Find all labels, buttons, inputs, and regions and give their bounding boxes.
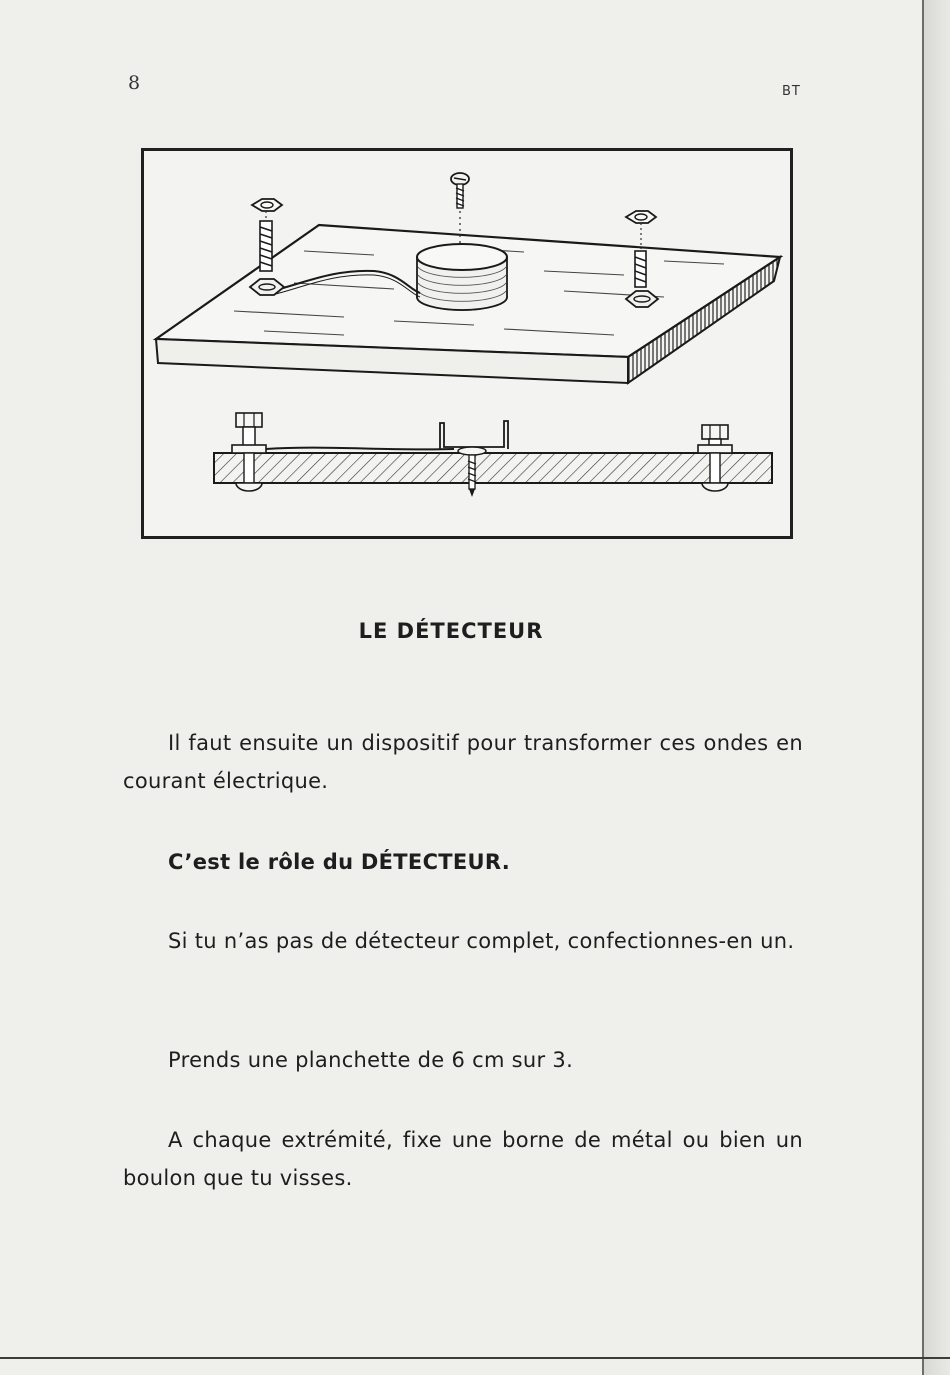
page-edge	[922, 0, 924, 1375]
paragraph-2: C’est le rôle du DÉTECTEUR.	[168, 850, 511, 874]
detector-illustration	[141, 148, 793, 539]
series-code: BT	[782, 84, 801, 99]
page-number: 8	[128, 72, 141, 94]
page-bottom-edge	[0, 1357, 950, 1359]
figure-caption: LE DÉTECTEUR	[358, 619, 544, 643]
coil-cup	[417, 244, 507, 310]
detector-drawing	[144, 151, 790, 536]
cross-section-view	[214, 413, 772, 497]
paragraph-4: Prends une planchette de 6 cm sur 3.	[168, 1048, 574, 1072]
paragraph-5: A chaque extrémité, fixe une borne de métal ou bien un boulon que tu visses.	[123, 1128, 803, 1190]
paragraph-3: Si tu n’as pas de détecteur complet, confectionnes-en un.	[168, 929, 795, 953]
paragraph-1: Il faut ensuite un dispositif pour transformer ces ondes en courant électrique.	[123, 731, 803, 793]
page-edge-shadow	[924, 0, 950, 1375]
